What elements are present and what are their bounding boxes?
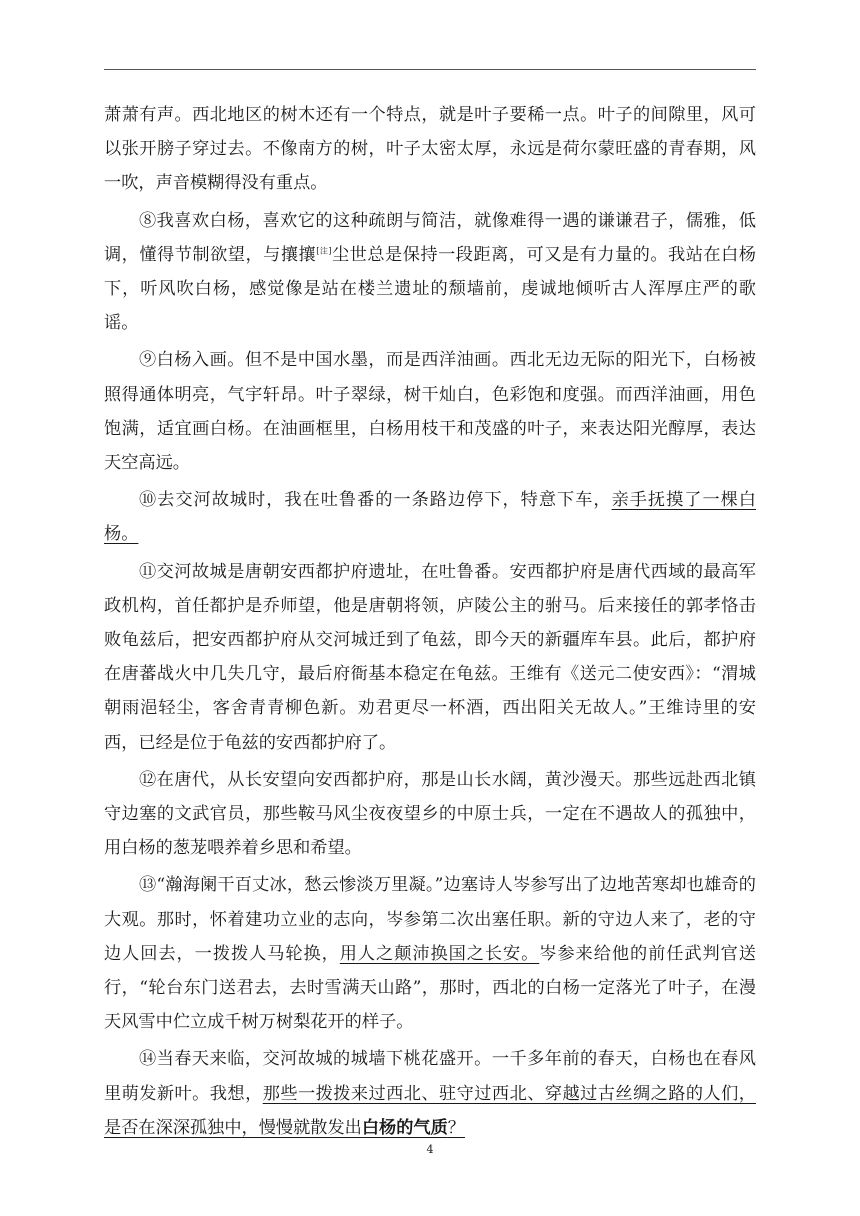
underlined-sentence: 用人之颠沛换国之长安。: [339, 943, 540, 964]
text-run: ⑫在唐代，从长安望向安西都护府，那是山长水阔，黄沙漫天。那些远赴西北镇守边塞的文武官员，那些鞍马风尘夜夜望乡的中原士兵，一定在不遇故人的孤独中，用白杨的葱茏喂养着乡思和希望。: [104, 769, 756, 859]
underlined-sentence: 那些一拨拨来过西北、驻守过西北、穿越过古丝绸之路的人们，是否在深深孤独中，慢慢就散发出: [104, 1083, 756, 1138]
text-run: ⑨白杨入画。但不是中国水墨，而是西洋油画。西北无边无际的阳光下，白杨被照得通体明亮，气宇轩昂。叶子翠绿，树干灿白，色彩饱和度强。而西洋油画，用色饱满，适宜画白杨。在油画框里，白杨用枝干和茂盛的叶子，来表达阳光醇厚，表达天空高远。: [104, 350, 756, 474]
text-run: ⑬“瀚海阑干百丈冰，愁云惨淡万里凝。”边塞诗人岑参写出了边地苦寒却也雄奇的大观。那时，怀着建功立业的志向，岑参第二次出塞任职。新的守边人来了，老的守边人回去，一拨拨人马轮换，: [104, 875, 756, 964]
text-run: ⑭当春天来临，交河故城的城墙下桃花盛开。一千多年前的春天，白杨也在春风里萌发新叶。我想，: [104, 1049, 756, 1104]
article-body: [104, 98, 756, 1148]
paragraph-14: [104, 1042, 756, 1145]
underlined-sentence: 亲手抚摸了一棵白杨。: [104, 490, 756, 545]
paragraph-9: [104, 343, 756, 480]
text-run: ⑧我喜欢白杨，喜欢它的这种疏朗与简洁，就像难得一遇的谦谦君子，儒雅，低调，懂得节制欲望，与攘攘: [104, 210, 756, 265]
paragraph-11: [104, 555, 756, 760]
bold-underlined-phrase: 白杨的气质: [361, 1117, 448, 1138]
underlined-punctuation: ？: [447, 1117, 465, 1138]
paragraph-13: [104, 868, 756, 1039]
footnote-marker: [注]: [316, 246, 332, 256]
paragraph-10: [104, 483, 756, 551]
page-number: 4: [426, 1143, 434, 1156]
paragraph-continuation: [104, 98, 756, 201]
text-run: 尘世总是保持一段距离，可又是有力量的。我站在白杨下，听风吹白杨，感觉像是站在楼兰遗址的颓墙前，虔诚地倾听古人浑厚庄严的歌谣。: [104, 244, 756, 334]
text-run: 岑参来给他的前任武判官送行，“轮台东门送君去，去时雪满天山路”，那时，西北的白杨一定落光了叶子，在漫天风雪中伫立成千树万树梨花开的样子。: [104, 943, 756, 1033]
paragraph-8: [104, 204, 756, 341]
text-run: 萧萧有声。西北地区的树木还有一个特点，就是叶子要稀一点。叶子的间隙里，风可以张开膀子穿过去。不像南方的树，叶子太密太厚，永远是荷尔蒙旺盛的青春期，风一吹，声音模糊得没有重点。: [104, 105, 756, 194]
paragraph-12: [104, 763, 756, 866]
header-rule: [104, 69, 756, 70]
text-run: ⑪交河故城是唐朝安西都护府遗址，在吐鲁番。安西都护府是唐代西域的最高军政机构，首任都护是乔师望，他是唐朝将领，庐陵公主的驸马。后来接任的郭孝恪击败龟兹后，把安西都护府从交河城迁到了龟兹，即今天的新疆库车县。此后，都护府在唐蕃战火中几失几守，最后府衙基本稳定在龟兹。王维有《送元二使安西》：“渭城朝雨浥轻尘，客舍青青柳色新。劝君更尽一杯酒，西出阳关无故人。”王维诗里的安西，已经是位于龟兹的安西都护府了。: [104, 561, 756, 753]
text-run: ⑩去交河故城时，我在吐鲁番的一条路边停下，特意下车，: [139, 490, 612, 511]
